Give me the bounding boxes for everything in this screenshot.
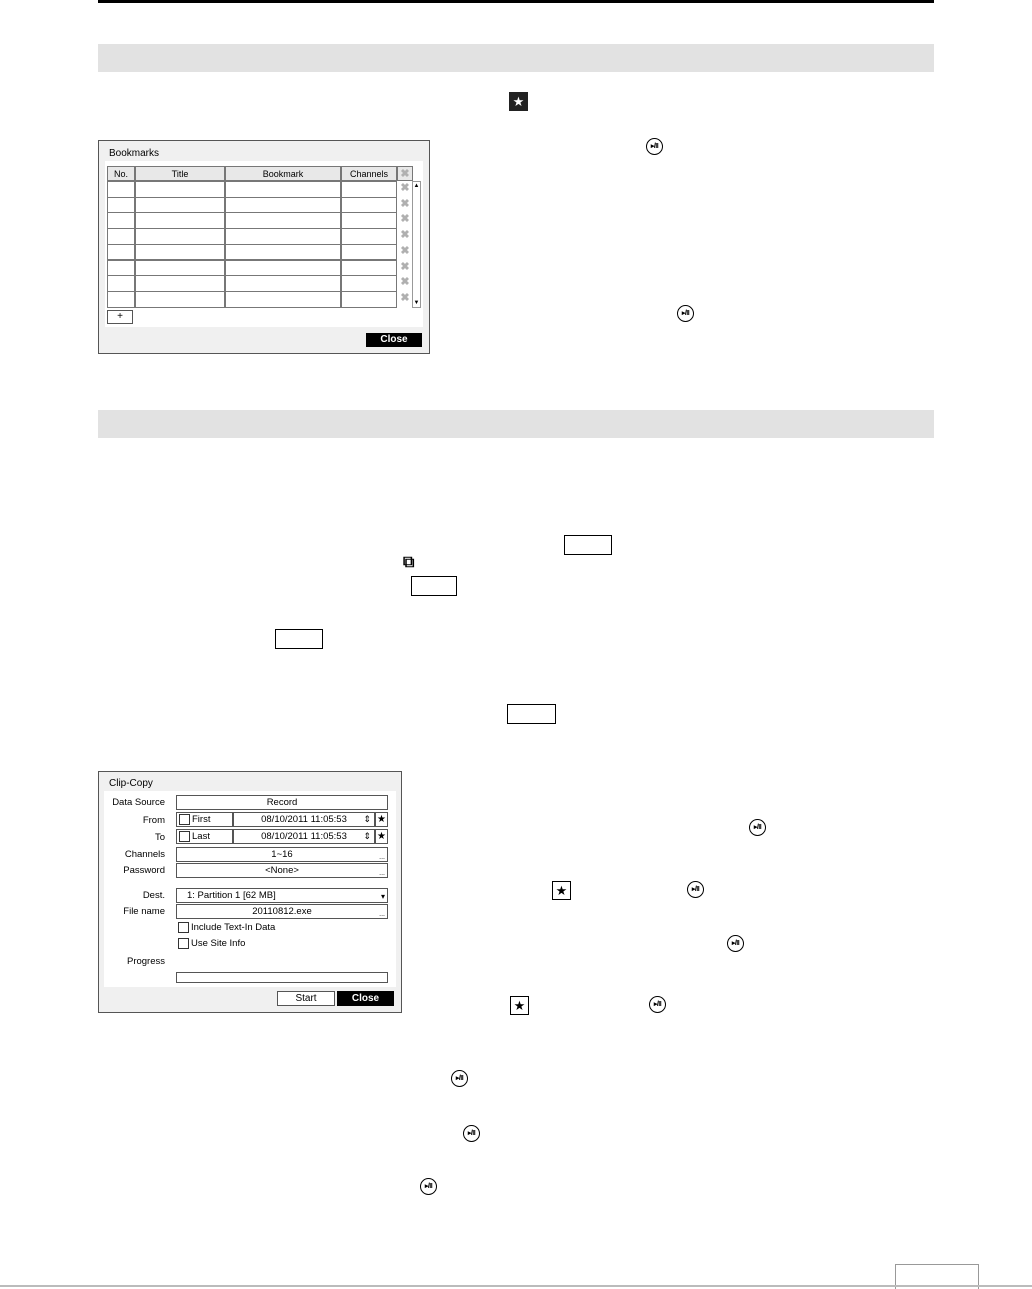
table-cell[interactable] [107,244,135,261]
table-cell[interactable] [341,244,397,261]
table-cell[interactable] [341,228,397,245]
play-pause-icon: ▸/II [727,935,744,952]
dest-label: Dest. [142,890,165,901]
table-cell[interactable] [135,244,225,261]
table-cell[interactable] [135,275,225,292]
from-label: From [142,815,165,826]
to-datetime-field[interactable]: 08/10/2011 11:05:53 ⇕ [233,829,375,844]
column-header: Title [135,166,225,181]
start-button[interactable]: Start [277,991,335,1006]
table-cell[interactable] [225,197,341,214]
table-cell[interactable] [135,291,225,308]
table-cell[interactable] [341,275,397,292]
delete-row-icon[interactable]: ✖ [400,182,410,194]
table-cell[interactable] [225,275,341,292]
table-cell[interactable] [107,197,135,214]
table-cell[interactable] [341,181,397,198]
use-site-info-checkbox[interactable]: Use Site Info [178,938,245,949]
delete-row-icon[interactable]: ✖ [400,260,410,273]
bookmarks-dialog [98,140,430,354]
bookmark-star-icon: ★ [510,996,529,1015]
column-header: Channels [341,166,397,181]
delete-row-icon[interactable]: ✖ [400,213,410,226]
progress-label: Progress [126,956,165,967]
play-pause-icon: ▸/II [749,819,766,836]
section-header-bar [98,44,934,72]
delete-row-icon[interactable]: ✖ [400,291,410,304]
dialog-title: Clip-Copy [109,778,153,789]
play-pause-icon: ▸/II [451,1070,468,1087]
table-cell[interactable] [135,260,225,277]
play-pause-icon: ▸/II [463,1125,480,1142]
include-text-in-checkbox[interactable]: Include Text-In Data [178,922,275,933]
table-cell[interactable] [135,228,225,245]
column-header: Bookmark [225,166,341,181]
bookmark-star-icon: ★ [509,92,528,111]
to-label: To [154,832,165,843]
dest-dropdown[interactable]: 1: Partition 1 [62 MB] ▾ [176,888,388,903]
play-pause-icon: ▸/II [646,138,663,155]
to-bookmark-star-button[interactable]: ★ [375,829,388,844]
add-bookmark-button[interactable]: + [107,310,133,324]
table-cell[interactable] [341,197,397,214]
delete-row-icon[interactable]: ✖ [400,276,410,289]
table-cell[interactable] [107,291,135,308]
data-source-label: Data Source [112,797,165,808]
data-source-field[interactable]: Record [176,795,388,810]
key-button-icon [275,629,323,649]
top-rule [98,0,934,3]
delete-row-icon[interactable]: ✖ [400,197,410,210]
play-pause-icon: ▸/II [677,305,694,322]
table-cell[interactable] [225,212,341,229]
dialog-title: Bookmarks [109,148,160,159]
scroll-down-icon[interactable]: ▼ [413,299,420,306]
from-datetime-field[interactable]: 08/10/2011 11:05:53 ⇕ [233,812,375,827]
delete-all-icon[interactable]: ✖ [397,166,413,181]
clip-copy-dialog [98,771,402,1013]
table-cell[interactable] [107,228,135,245]
table-cell[interactable] [225,291,341,308]
bookmarks-table [99,141,429,353]
section-header-bar [98,410,934,438]
table-cell[interactable] [225,260,341,277]
key-button-icon [564,535,612,555]
scroll-up-icon[interactable]: ▲ [413,183,420,189]
file-name-label: File name [123,906,165,917]
table-cell[interactable] [107,260,135,277]
table-cell[interactable] [135,212,225,229]
key-button-icon [507,704,556,724]
play-pause-icon: ▸/II [420,1178,437,1195]
from-bookmark-star-button[interactable]: ★ [375,812,388,827]
table-cell[interactable] [341,212,397,229]
password-field[interactable]: <None> ... [176,863,388,878]
table-cell[interactable] [107,181,135,198]
table-cell[interactable] [341,291,397,308]
spin-icon: ⇕ [363,814,371,824]
password-label: Password [123,865,165,876]
table-cell[interactable] [107,212,135,229]
close-button[interactable]: Close [337,991,394,1006]
delete-row-icon[interactable]: ✖ [400,244,410,257]
play-pause-icon: ▸/II [687,881,704,898]
delete-row-icon[interactable]: ✖ [400,229,410,242]
key-button-icon [411,576,457,596]
scrollbar[interactable] [412,181,421,308]
file-name-field[interactable]: 20110812.exe ... [176,904,388,919]
bookmark-star-icon: ★ [552,881,571,900]
table-cell[interactable] [225,244,341,261]
table-cell[interactable] [225,228,341,245]
chevron-down-icon: ▾ [380,892,385,901]
channels-field[interactable]: 1~16 ... [176,847,388,862]
table-cell[interactable] [107,275,135,292]
spin-icon: ⇕ [363,831,371,841]
table-cell[interactable] [341,260,397,277]
close-button[interactable]: Close [366,333,422,347]
channels-label: Channels [124,849,165,860]
column-header: No. [107,166,135,181]
table-cell[interactable] [135,181,225,198]
last-checkbox[interactable]: Last [176,829,233,844]
table-cell[interactable] [225,181,341,198]
first-checkbox[interactable]: First [176,812,233,827]
table-cell[interactable] [135,197,225,214]
play-pause-icon: ▸/II [649,996,666,1013]
progress-bar [176,972,388,983]
clip-copy-icon: ⧉ [403,554,415,571]
